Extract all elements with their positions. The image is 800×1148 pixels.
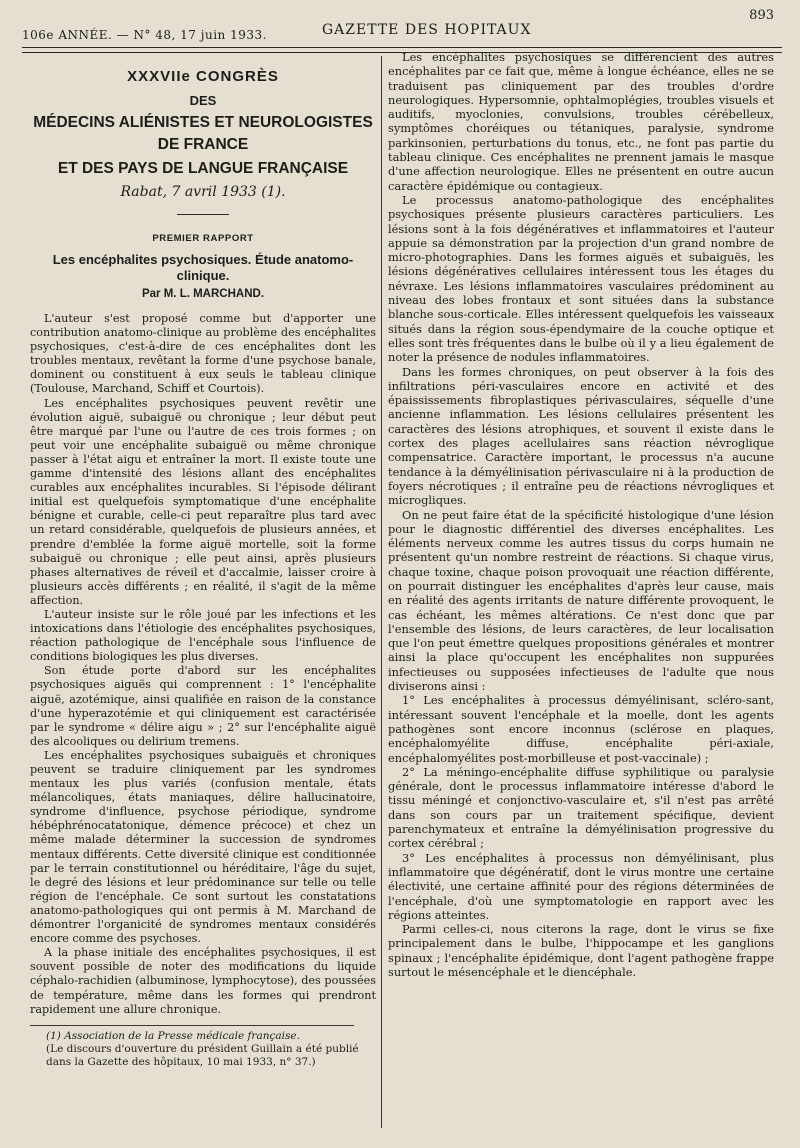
congress-line-5: ET DES PAYS DE LANGUE FRANÇAISE xyxy=(57,160,349,177)
report-label: PREMIER RAPPORT xyxy=(152,233,254,244)
column-divider xyxy=(381,56,382,1128)
paragraph: Les encéphalites psychosiques subaiguës et chroniques peuvent se traduire cliniquement par les syndromes mentaux les plus variés (confusion mentale, états mélancoliques, états maniaques, délire hallucinatoire, syndrome d'influence, psychose périodique, syndrome hébéphrénocatatonique, démence précoce) et chez un même malade déterminer la succession de syndromes mentaux différents. Cette diversité clinique est conditionnée par le terrain constitutionnel ou héréditaire, l'âge du sujet, le degré des lésions et leur prédominance sur telle ou telle région de l'encéphale. Ce sont surtout les constatations anatomo-pathologiques qui ont permis à M. Marchand de démontrer l'organicité de syndromes mentaux considérés encore comme des psychoses. xyxy=(30,748,376,946)
header-rule-top xyxy=(22,47,782,48)
issue-info: 106e ANNÉE. — N° 48, 17 juin 1933. xyxy=(22,28,267,42)
footnotes xyxy=(30,1030,376,1069)
page-number: 893 xyxy=(749,8,774,23)
congress-line-2: DES xyxy=(189,93,217,108)
left-body-text xyxy=(30,312,376,1017)
article-byline: Par M. L. MARCHAND. xyxy=(141,288,265,300)
congress-line-3: MÉDECINS ALIÉNISTES ET NEUROLOGISTES xyxy=(33,114,373,131)
paragraph: Parmi celles-ci, nous citerons la rage, dont le virus se fixe principalement dans le bulbe, l'hippocampe et les ganglions spinaux ; l'encéphalite épidémique, dont l'agent pathogène frappe surtout le mésencéphale et le diencéphale. xyxy=(388,922,774,979)
paragraph: On ne peut faire état de la spécificité histologique d'une lésion pour le diagnostic différentiel des diverses encéphalites. Les éléments nerveux comme les autres tissus du corps humain ne présentent qu'un nombre restreint de réactions. Si chaque virus, chaque toxine, chaque poison provoquait une réaction différente, on pourrait distinguer les encéphalites d'après leur cause, mais en réalité des agents irritants de nature différente provoquent, le cas échéant, les mêmes altérations. Ce n'est donc que par l'ensemble des lésions, de leurs caractères, de leur localisation que l'on peut émettre quelques propositions générales et montrer ainsi la place qu'occupent les encéphalites non suppurées infectieuses ou supposées infectieuses de l'adulte que nous diviserons ainsi : xyxy=(388,507,774,694)
footnote-1: (1) Association de la Presse médicale française. xyxy=(46,1029,300,1042)
paragraph: 3° Les encéphalites à processus non démyélinisant, plus inflammatoire que dégénératif, dont le virus montre une certaine électivité, une certaine affinité pour des régions déterminées de l'encéphale, d'où une symptomatologie en rapport avec les régions atteintes. xyxy=(388,850,774,922)
congress-line-1: XXXVIIe CONGRÈS xyxy=(127,68,279,85)
congress-heading xyxy=(30,68,376,200)
paragraph: 2° La méningo-encéphalite diffuse syphilitique ou paralysie générale, dont le processus inflammatoire intéresse d'abord le tissu méningé et conjonctivo-vasculaire et, s'il n'est pas arrêté dans son cours par un traitement spécifique, devient parenchymateux et entraîne la démyélinisation progressive du cortex cérébral ; xyxy=(388,764,774,851)
paragraph: A la phase initiale des encéphalites psychosiques, il est souvent possible de noter des modifications du liquide céphalo-rachidien (albuminose, lymphocytose), des poussées de température, même dans les formes qui prendront rapidement une allure chronique. xyxy=(30,946,376,1016)
page-header xyxy=(22,8,780,42)
journal-title: GAZETTE DES HOPITAUX xyxy=(322,22,532,38)
footnote-2: (Le discours d'ouverture du président Guillain a été publié dans la Gazette des hôpitaux, 10 mai 1933, n° 37.) xyxy=(46,1042,359,1068)
section-divider xyxy=(177,214,229,215)
footnote-rule xyxy=(30,1025,354,1026)
paragraph: Les encéphalites psychosiques peuvent revêtir une évolution aiguë, subaiguë ou chronique ; leur début peut être marqué par l'une ou l'autre de ces trois formes ; on peut voir une encéphalite subaiguë ou même chronique passer à l'état aigu et entraîner la mort. Il existe toute une gamme d'intensité des lésions allant des encéphalites curables aux encéphalites incurables. Si l'épisode délirant initial est quelquefois symptomatique d'une encéphalite bénigne et curable, celle-ci peut reparaître plus tard avec un retard considérable, quelquefois de plusieurs années, et prendre d'emblée la forme aiguë mortelle, soit la forme subaiguë ou chronique ; elle peut ainsi, après plusieurs phases alternatives de réveil et d'accalmie, laisser croire à plusieurs accès différents ; en réalité, il s'agit de la même affection. xyxy=(30,396,376,607)
left-column xyxy=(30,58,376,1078)
paragraph: 1° Les encéphalites à processus démyélinisant, scléro-sant, intéressant souvent l'encéphale et la moelle, dont les agents pathogènes sont encore inconnus (sclérose en plaques, encéphalomyélite diffuse, encéphalite péri-axiale, encéphalomyélites post-morbilleuse et post-vaccinale) ; xyxy=(388,693,774,765)
paragraph: L'auteur s'est proposé comme but d'apporter une contribution anatomo-clinique au problème des encéphalites psychosiques, c'est-à-dire de ces encéphalites dont les troubles mentaux, revêtant la forme d'une psychose banale, dominent ou constituent à eux seuls le tableau clinique (Toulouse, Marchand, Schiff et Courtois). xyxy=(30,312,376,396)
paragraph: L'auteur insiste sur le rôle joué par les infections et les intoxications dans l'étiologie des encéphalites psychosiques, réaction pathologique de l'encéphale sous l'influence de conditions biologiques les plus diverses. xyxy=(30,607,376,664)
congress-place-date: Rabat, 7 avril 1933 (1). xyxy=(120,184,286,200)
article-title: Les encéphalites psychosiques. Étude anatomo-clinique. xyxy=(52,252,354,283)
congress-line-4: DE FRANCE xyxy=(157,136,249,153)
paragraph: Dans les formes chroniques, on peut observer à la fois des infiltrations péri-vasculaires encore en activité et des épaississements fibroplastiques périvasculaires, séquelle d'une ancienne inflammation. Les lésions cellulaires présentent les caractères des lésions atrophiques, et souvent il existe dans le cortex des plages acellulaires sans réaction névroglique compensatrice. Caractère important, le processus n'a aucune tendance à la démyélinisation périvasculaire ni à la production de foyers nécrotiques ; il entraîne peu de réactions névrogliques et microgliques. xyxy=(388,364,774,508)
right-column xyxy=(388,50,774,1110)
paragraph: Les encéphalites psychosiques se différencient des autres encéphalites par ce fait que, même à longue échéance, elles ne se traduisent pas cliniquement par des troubles d'ordre neurologiques. Hypersomnie, ophtalmoplégies, troubles visuels et auditifs, myoclonies, convulsions, troubles cérébelleux, symptômes choréiques ou tétaniques, paralysie, syndrome parkinsonien, perturbations du tonus, etc., ne font pas partie du tableau clinique. Ces encéphalites ne prennent jamais le masque d'une affection neurologique. Elles ne présentent en outre aucun caractère épidémique ou contagieux. xyxy=(388,50,774,193)
paragraph: Son étude porte d'abord sur les encéphalites psychosiques aiguës qui comprennent : 1° l'encéphalite aiguë, azotémique, ainsi qualifiée en raison de la constance d'une hyperazotémie et qui cliniquement est caractérisée par le syndrome « délire aigu » ; 2° sur l'encéphalite aiguë des alcooliques ou delirium tremens. xyxy=(30,664,376,748)
paragraph: Le processus anatomo-pathologique des encéphalites psychosiques présente plusieurs caractères particuliers. Les lésions sont à la fois dégénératives et inflammatoires et l'auteur appuie sa démonstration par la projection d'un grand nombre de micro-photographies. Dans les formes aiguës et subaiguës, les lésions dégénératives cellulaires intéressent tous les étages du névraxe. Les lésions inflammatoires vasculaires prédominent au niveau des lobes frontaux et sont situées dans la substance blanche sous-corticale. Elles intéressent quelquefois les vaisseaux situés dans la région sous-épendymaire de la couche optique et elles sont très fréquentes dans le bulbe où il y a lieu également de noter la présence de nodules inflammatoires. xyxy=(388,192,774,365)
